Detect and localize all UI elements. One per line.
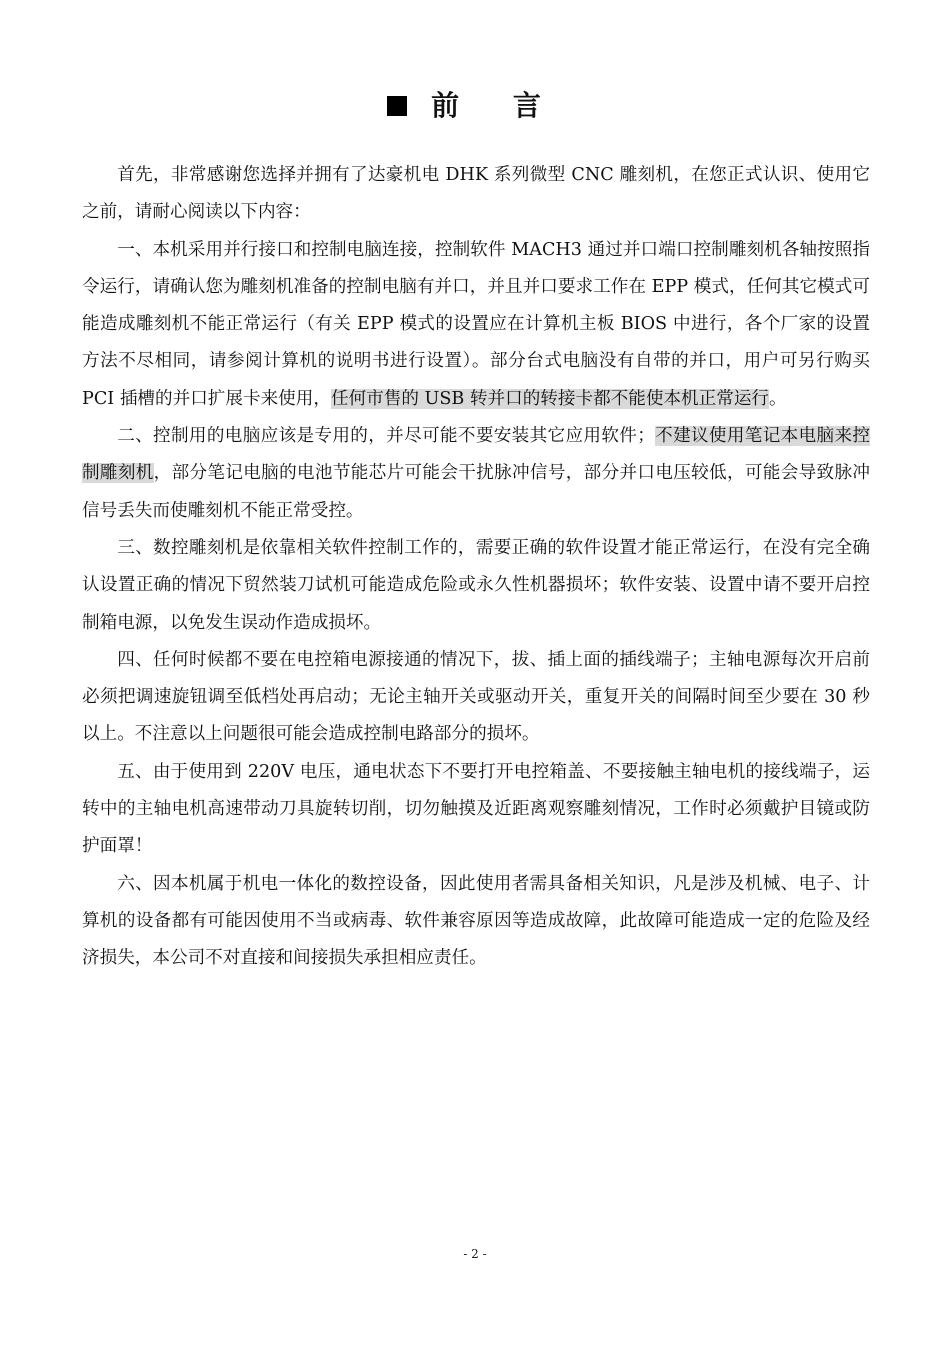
paragraph-4-text: 四、任何时候都不要在电控箱电源接通的情况下，拔、插上面的插线端子；主轴电源每次开启前必须把调速旋钮调至低档处再启动；无论主轴开关或驱动开关，重复开关的间隔时间至少要在 30 秒以上。不注意以上问题很可能会造成控制电路部分的损坏。 bbox=[82, 649, 870, 745]
paragraph-1-text: 一、本机采用并行接口和控制电脑连接，控制软件 MACH3 通过并口端口控制雕刻机各轴按照指令运行，请确认您为雕刻机准备的控制电脑有并口，并且并口要求工作在 EPP 模式，任何其它模式可能造成雕刻机不能正常运行（有关 EPP 模式的设置应在计算机主板 BIOS 中进行，各个厂家的设置方法不尽相同，请参阅计算机的说明书进行设置）。部分台式电脑没有自带的并口，用户可另行购买 PCI 插槽的并口扩展卡来使用， bbox=[82, 239, 870, 409]
black-square-icon bbox=[387, 96, 407, 116]
paragraph-4 bbox=[82, 642, 870, 754]
paragraph-2-highlight: 不建议使用笔记本电脑来控制雕刻机 bbox=[82, 426, 870, 484]
paragraph-5-text: 五、由于使用到 220V 电压，通电状态下不要打开电控箱盖、不要接触主轴电机的接线端子，运转中的主轴电机高速带动刀具旋转切削，切勿触摸及近距离观察雕刻情况，工作时必须戴护目镜或防护面罩！ bbox=[82, 761, 870, 857]
paragraph-5 bbox=[82, 754, 870, 866]
preface-body bbox=[82, 157, 870, 978]
paragraph-1 bbox=[82, 232, 870, 418]
paragraph-6-text: 六、因本机属于机电一体化的数控设备，因此使用者需具备相关知识，凡是涉及机械、电子、计算机的设备都有可能因使用不当或病毒、软件兼容原因等造成故障，此故障可能造成一定的危险及经济损失，本公司不对直接和间接损失承担相应责任。 bbox=[82, 873, 870, 969]
paragraph-2 bbox=[82, 418, 870, 530]
page-title-text: 前 言 bbox=[431, 89, 563, 122]
paragraph-2-tail: ，部分笔记电脑的电池节能芯片可能会干扰脉冲信号，部分并口电压较低，可能会导致脉冲信号丢失而使雕刻机不能正常受控。 bbox=[82, 463, 870, 521]
paragraph-intro-text: 首先，非常感谢您选择并拥有了达豪机电 DHK 系列微型 CNC 雕刻机，在您正式认识、使用它之前，请耐心阅读以下内容： bbox=[82, 165, 870, 223]
paragraph-1-highlight: 任何市售的 USB 转并口的转接卡都不能使本机正常运行 bbox=[330, 388, 770, 409]
paragraph-2-text: 二、控制用的电脑应该是专用的，并尽可能不要安装其它应用软件； bbox=[117, 426, 655, 447]
paragraph-3-text: 三、数控雕刻机是依靠相关软件控制工作的，需要正确的软件设置才能正常运行，在没有完全确认设置正确的情况下贸然装刀试机可能造成危险或永久性机器损坏；软件安装、设置中请不要开启控制箱电源，以免发生误动作造成损坏。 bbox=[82, 537, 870, 633]
paragraph-6 bbox=[82, 866, 870, 978]
paragraph-intro bbox=[82, 157, 870, 232]
page-title bbox=[0, 84, 950, 128]
page-number: - 2 - bbox=[463, 1247, 487, 1261]
paragraph-1-tail: 。 bbox=[769, 388, 787, 409]
paragraph-3 bbox=[82, 530, 870, 642]
